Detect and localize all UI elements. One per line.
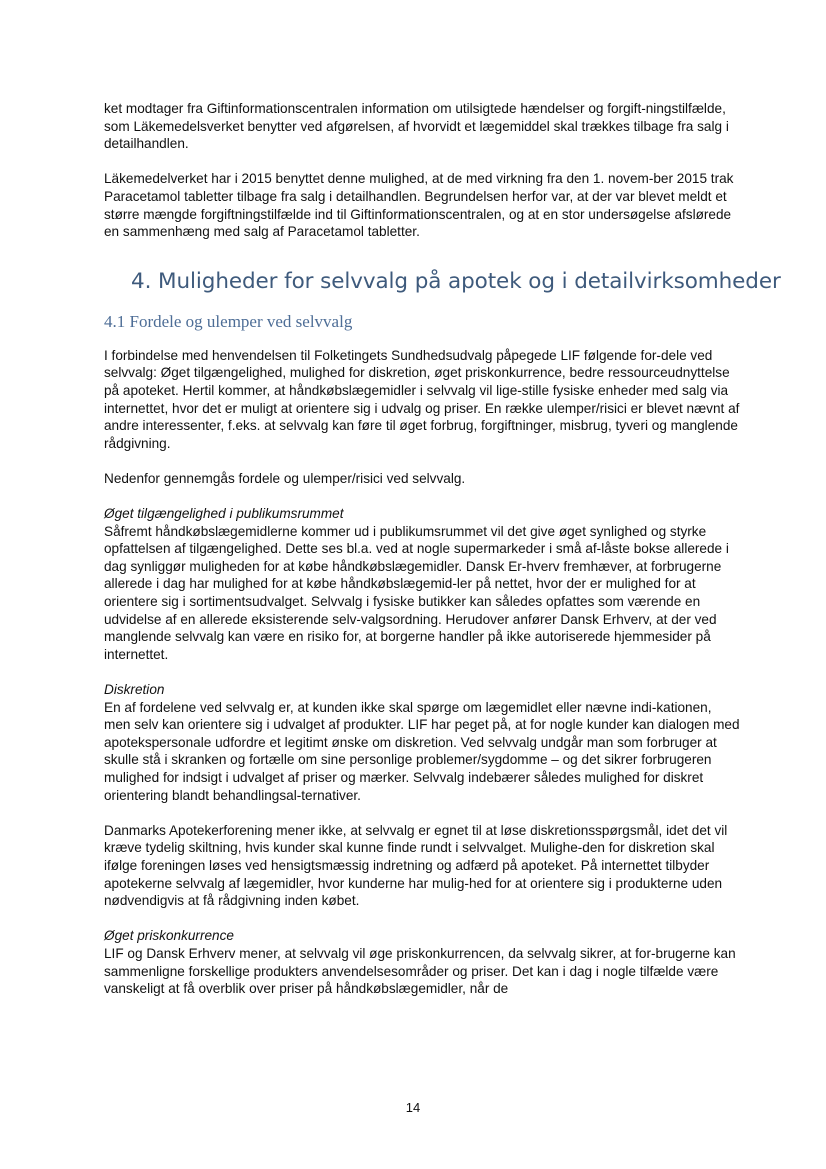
sub-heading: Øget tilgængelighed i publikumsrummet — [104, 506, 344, 522]
page-number: 14 — [405, 1100, 421, 1115]
body-paragraph: Såfremt håndkøbslægemidlerne kommer ud i publikumsrummet vil det give øget synlighed og styrke opfattelsen af tilgængelighed. Dette ses bl.a. ved at nogle supermarkeder i små af-låste bokse allerede i dag synliggør muligheden for at købe håndkøbslægemidler. Dansk Er-hverv fremhæver, at forbrugerne allerede i dag har mulighed for at købe håndkøbslægemid-ler på nettet, hvor der er mulighed for at orientere sig i sortimentsudvalget. Selvvalg i fysiske butikker kan således opfattes som værende en udvidelse af en allerede eksisterende selv-valgsordning. Herudover anfører Dansk Erhverv, at der ved manglende selvvalg kan være en risiko for, at borgerne handler på ikke autoriserede hjemmesider på internettet. — [104, 523, 729, 662]
sub-heading: Øget priskonkurrence — [104, 928, 234, 944]
body-paragraph: Nedenfor gennemgås fordele og ulemper/risici ved selvvalg. — [104, 470, 466, 486]
body-paragraph: En af fordelene ved selvvalg er, at kunden ikke skal spørge om lægemidlet eller nævne indi-kationen, men selv kan orientere sig i udvalget af produkter. LIF har peget på, at for nogle kunder kan dialogen med apotekspersonale udfordre et legitimt ønske om diskretion. Ved selvvalg undgår man som forbruger at skulle stå i skranken og fortælle om sine personlige problemer/sygdomme – og det sikrer forbrugeren mulighed for indsigt i udvalget af priser og mærker. Selvvalg indebærer således mulighed for diskret orientering blandt behandlingsal-ternativer. — [104, 699, 740, 803]
section-heading: 4. Muligheder for selvvalg på apotek og i detailvirksomheder — [131, 268, 781, 294]
body-paragraph: LIF og Dansk Erhverv mener, at selvvalg vil øge priskonkurrencen, da selvvalg sikrer, at for-brugerne kan sammenligne forskellige produkters anvendelsesområder og priser. Det kan i dag i nogle tilfælde være vanskeligt at få overblik over priser på håndkøbslægemidler, når de — [104, 945, 736, 997]
subsection-heading: 4.1 Fordele og ulemper ved selvvalg — [104, 311, 353, 331]
body-paragraph: Danmarks Apotekerforening mener ikke, at selvvalg er egnet til at løse diskretionsspørgsmål, idet det vil kræve tydelig skiltning, hvis kunder skal kunne finde rundt i selvvalget. Mulighe-den for diskretion skal ifølge foreningen løses ved hensigtsmæssig indretning og adfærd på apoteket. På internettet tilbyder apotekerne selvvalg af lægemidler, hvor kunderne har mulig-hed for at orientere sig i produkterne uden nødvendigvis at få rådgivning inden købet. — [104, 822, 728, 909]
body-paragraph: ket modtager fra Giftinformationscentralen information om utilsigtede hændelser og forgift-ningstilfælde, som Läkemedelsverket benytter ved afgørelsen, af hvorvidt et lægemiddel skal trækkes tilbage fra salg i detailhandlen. — [104, 101, 729, 152]
body-paragraph: I forbindelse med henvendelsen til Folketingets Sundhedsudvalg påpegede LIF følgende for-dele ved selvvalg: Øget tilgængelighed, mulighed for diskretion, øget priskonkurrence, bedre ressourceudnyttelse på apoteket. Hertil kommer, at håndkøbslægemidler i selvvalg vil lige-stille fysiske enheder med salg via internettet, hvor det er muligt at orientere sig i udvalg og priser. En række ulemper/risici er blevet nævnt af andre interessenter, f.eks. at selvvalg kan føre til øget forbrug, forgiftninger, misbrug, tyveri og manglende rådgivning. — [104, 347, 740, 451]
page-content — [104, 100, 781, 998]
body-paragraph: Läkemedelverket har i 2015 benyttet denne mulighed, at de med virkning fra den 1. novem-ber 2015 trak Paracetamol tabletter tilbage fra salg i detailhandlen. Begrundelsen herfor var, at der var blevet meldt et større mængde forgiftningstilfælde ind til Giftinformationscentralen, og at en stor undersøgelse afslørede en sammenhæng med salg af Paracetamol tabletter. — [104, 171, 734, 240]
sub-heading: Diskretion — [104, 682, 165, 698]
